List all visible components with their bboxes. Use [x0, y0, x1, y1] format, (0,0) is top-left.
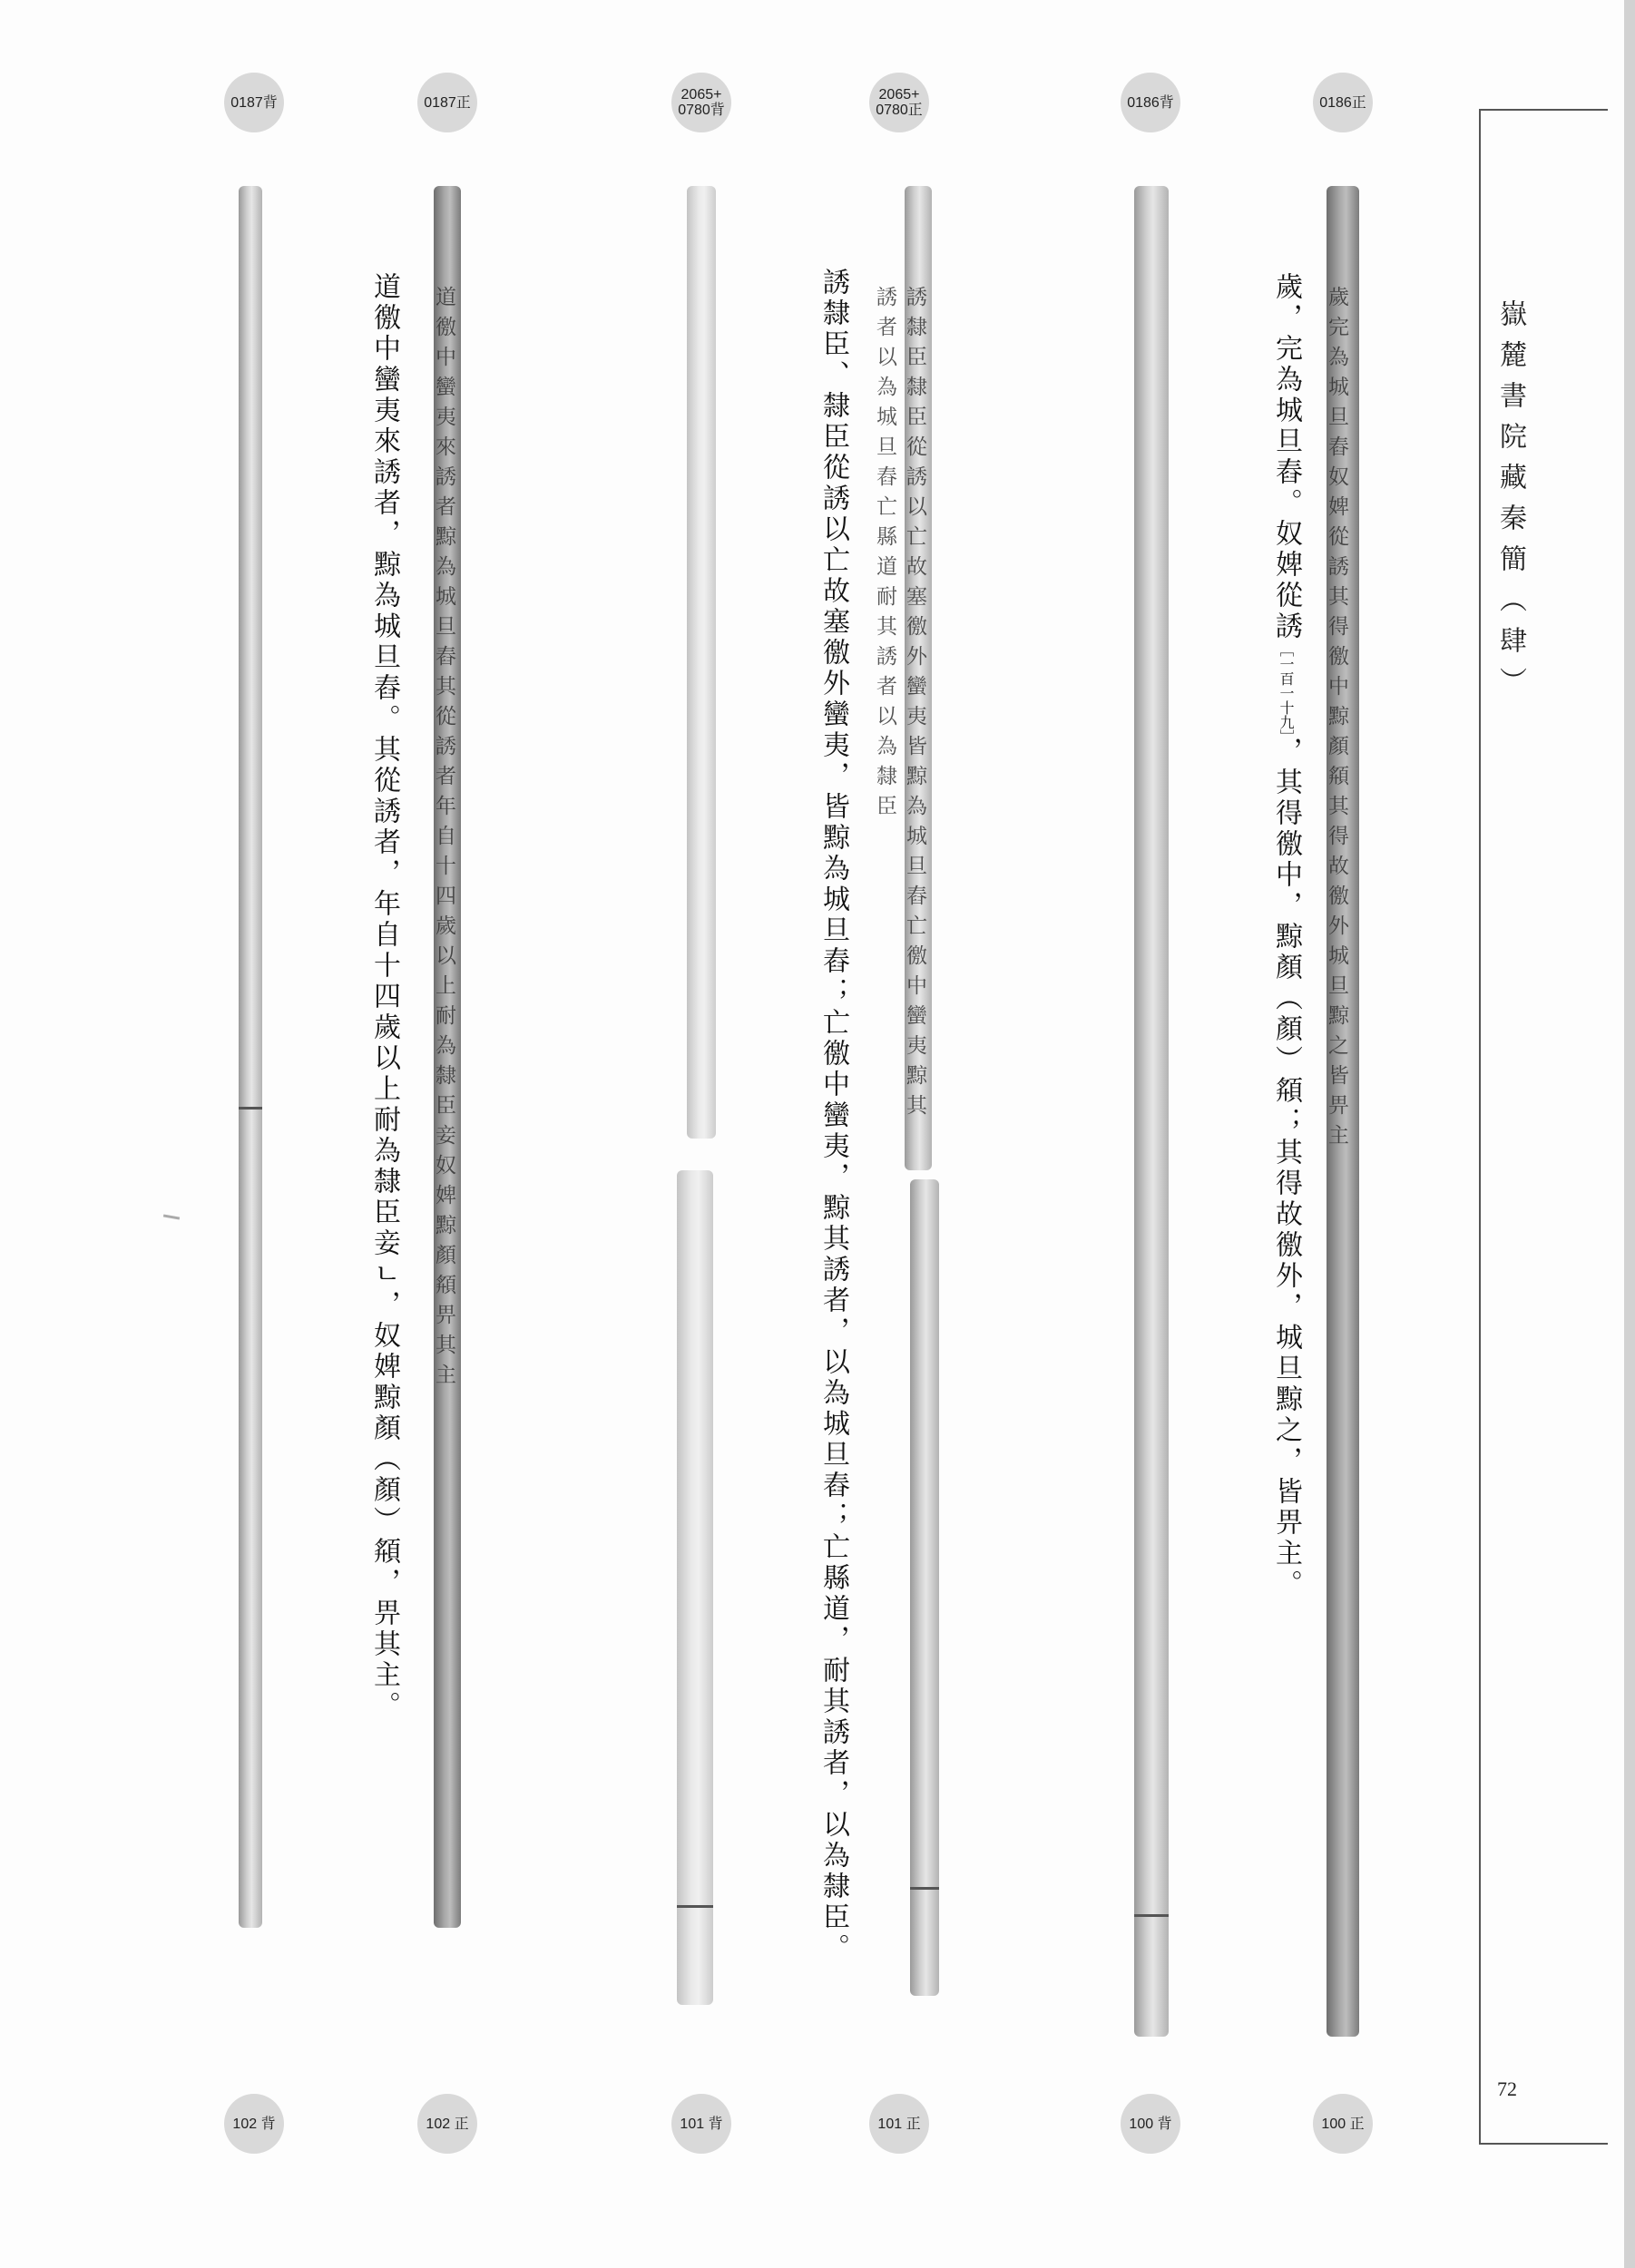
slip-number: ［一百一十九］	[1278, 642, 1295, 737]
transcription-slip-101: 誘隸臣、隸臣從誘以亡故塞徼外蠻夷，皆黥為城旦舂；亡徼中蠻夷，黥其誘者，以為城旦舂；亡縣道，耐其誘者，以為隸臣。	[818, 268, 849, 1964]
slip-number-102-front: 102 正	[417, 2094, 477, 2154]
slip-number-100-back: 100 背	[1121, 2094, 1180, 2154]
slip-label-2065-0780-front: 2065+ 0780正	[869, 73, 929, 132]
page-edge	[1624, 0, 1635, 2268]
bamboo-slip-101-back-lower	[677, 1170, 713, 2005]
slip-label-0187-back: 0187背	[224, 73, 284, 132]
bamboo-slip-102-front	[434, 186, 461, 1928]
book-title: 嶽麓書院藏秦簡（肆）	[1494, 299, 1526, 708]
slip-number-102-back: 102 背	[224, 2094, 284, 2154]
bamboo-slip-100-front	[1327, 186, 1359, 2037]
page-number: 72	[1497, 2077, 1517, 2100]
bamboo-slip-101-front-lower	[910, 1179, 939, 1996]
slip-script: 道徼中蠻夷來誘者黥為城旦舂其從誘者年自十四歲以上耐為隸臣妾奴婢黥顏頯畀其主	[432, 286, 455, 1393]
slip-label-0186-front: 0186正	[1313, 73, 1373, 132]
bamboo-slip-102-back	[239, 186, 262, 1928]
slip-script-upper: 誘隸臣隸臣從誘以亡故塞徼外蠻夷皆黥為城旦舂亡徼中蠻夷黥其誘者以為城旦舂亡縣道耐其誘者以為隸臣	[873, 286, 926, 1124]
slip-number-101-front: 101 正	[869, 2094, 929, 2154]
slip-label-0186-back: 0186背	[1121, 73, 1180, 132]
transcription-slip-186: 歲，完為城旦舂。奴婢從誘［一百一十九］，其得徼中，黥顏（顏）頯；其得故徼外，城旦黥之，皆畀主。	[1270, 272, 1302, 1600]
slip-number-100-front: 100 正	[1313, 2094, 1373, 2154]
slip-label-2065-0780-back: 2065+ 0780背	[671, 73, 731, 132]
bamboo-slip-100-back	[1134, 186, 1169, 2037]
transcription-slip-187: 道徼中蠻夷來誘者，黥為城旦舂。其從誘者，年自十四歲以上耐為隸臣妾ㄴ，奴婢黥顏（顏）頯，畀其主。	[368, 272, 400, 1722]
bamboo-slip-101-back-upper	[687, 186, 716, 1139]
slip-number-101-back: 101 背	[671, 2094, 731, 2154]
slip-label-0187-front: 0187正	[417, 73, 477, 132]
scan-fleck	[163, 1214, 180, 1219]
bamboo-slip-101-front-upper	[873, 186, 932, 1170]
slip-script: 歲完為城旦舂奴婢從誘其得徼中黥顏頯其得故徼外城旦黥之皆畀主	[1325, 286, 1348, 1154]
